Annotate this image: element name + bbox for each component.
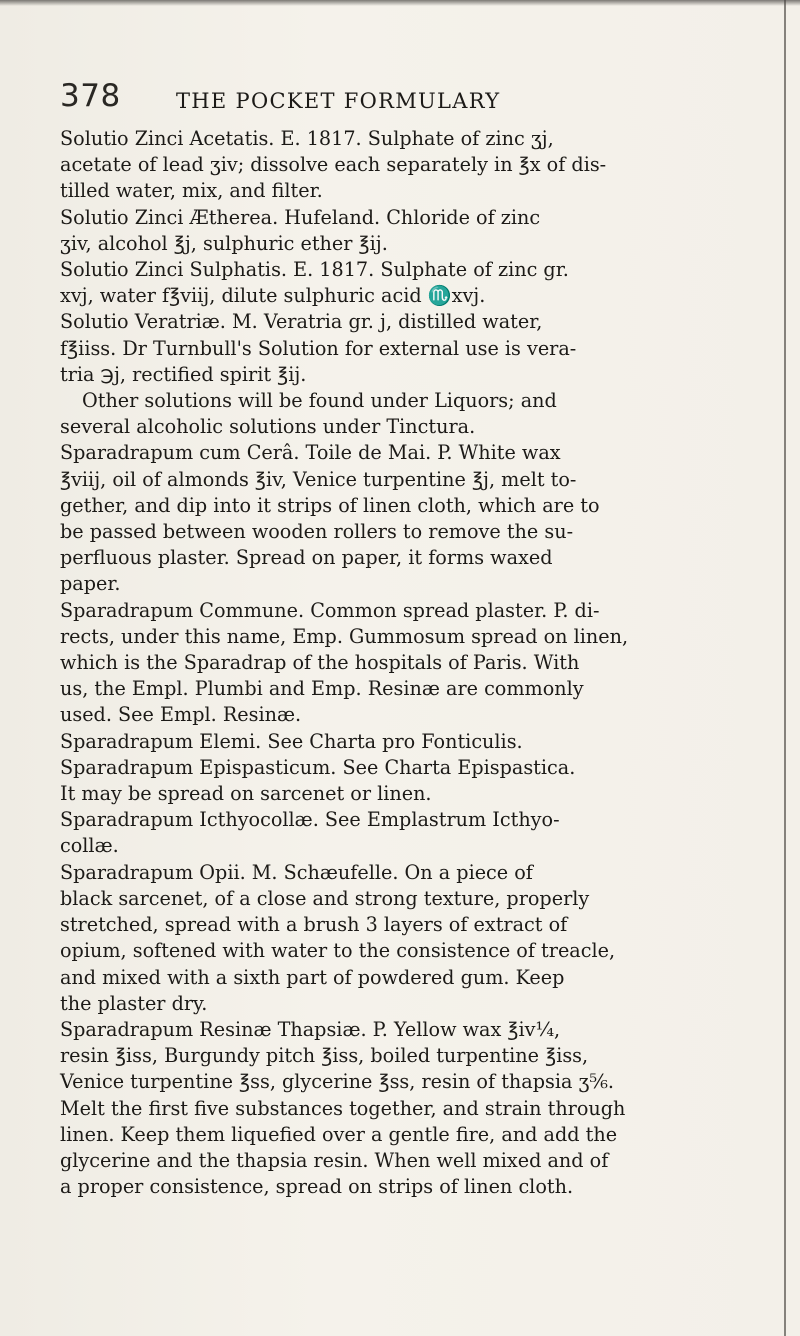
text-line: Sparadrapum Commune. Common spread plaster. P. di- xyxy=(60,598,600,622)
text-line: ℥viij, oil of almonds ℥iv, Venice turpentine ℥j, melt to- xyxy=(60,467,577,491)
text-line: tilled water, mix, and filter. xyxy=(60,179,323,203)
text-line: Solutio Zinci Ætherea. Hufeland. Chloride of zinc xyxy=(60,205,541,229)
text-line: Sparadrapum Icthyocollæ. See Emplastrum Icthyo- xyxy=(60,808,560,832)
page-header xyxy=(60,78,760,126)
text-line: stretched, spread with a brush 3 layers of extract of xyxy=(60,913,568,937)
text-line: xvj, water f℥viij, dilute sulphuric acid ♏xvj. xyxy=(60,284,486,308)
text-line: gether, and dip into it strips of linen cloth, which are to xyxy=(60,493,600,517)
text-line: Sparadrapum Opii. M. Schæufelle. On a piece of xyxy=(60,860,533,884)
text-line: a proper consistence, spread on strips of linen cloth. xyxy=(60,1175,574,1199)
text-line: Sparadrapum Epispasticum. See Charta Epispastica. xyxy=(60,755,576,779)
entry-sparadrapum-elemi xyxy=(60,729,760,755)
text-line: rects, under this name, Emp. Gummosum spread on linen, xyxy=(60,624,629,648)
text-line: the plaster dry. xyxy=(60,991,208,1015)
entry-sparadrapum-cum-cera xyxy=(60,440,760,597)
text-line: collæ. xyxy=(60,834,119,858)
text-line: Sparadrapum Elemi. See Charta pro Fonticulis. xyxy=(60,729,523,753)
text-line: Sparadrapum Resinæ Thapsiæ. P. Yellow wax ℥iv¼, xyxy=(60,1017,561,1041)
note-other-solutions xyxy=(60,388,760,440)
text-line: Other solutions will be found under Liquors; and xyxy=(82,389,557,413)
entry-sparadrapum-resinae-thapsiae xyxy=(60,1017,760,1200)
text-line: It may be spread on sarcenet or linen. xyxy=(60,782,432,806)
page-edge-line xyxy=(784,0,786,1336)
text-line: and mixed with a sixth part of powdered gum. Keep xyxy=(60,965,565,989)
text-line: resin ℥iss, Burgundy pitch ℥iss, boiled turpentine ℥iss, xyxy=(60,1044,589,1068)
entry-solutio-zinci-sulphatis xyxy=(60,257,760,309)
text-line: us, the Empl. Plumbi and Emp. Resinæ are commonly xyxy=(60,677,584,701)
text-line: ʒiv, alcohol ℥j, sulphuric ether ℥ij. xyxy=(60,231,388,255)
text-line: paper. xyxy=(60,572,121,596)
text-line: opium, softened with water to the consistence of treacle, xyxy=(60,939,616,963)
entry-sparadrapum-opii xyxy=(60,860,760,1017)
formulary-text xyxy=(60,126,760,1200)
entry-solutio-zinci-aetherea xyxy=(60,205,760,257)
page-number: 378 xyxy=(60,78,121,114)
text-line: perfluous plaster. Spread on paper, it forms waxed xyxy=(60,546,553,570)
text-line: f℥iiss. Dr Turnbull's Solution for external use is vera- xyxy=(60,336,577,360)
text-line: used. See Empl. Resinæ. xyxy=(60,703,302,727)
text-line: Melt the first five substances together, and strain through xyxy=(60,1096,626,1120)
text-line: several alcoholic solutions under Tinctura. xyxy=(60,415,476,439)
text-line: acetate of lead ʒiv; dissolve each separately in ℥x of dis- xyxy=(60,153,607,177)
text-line: glycerine and the thapsia resin. When well mixed and of xyxy=(60,1148,609,1172)
entry-sparadrapum-epispasticum xyxy=(60,755,760,807)
text-line: Solutio Zinci Acetatis. E. 1817. Sulphate of zinc ʒj, xyxy=(60,127,554,150)
text-line: Solutio Zinci Sulphatis. E. 1817. Sulphate of zinc gr. xyxy=(60,258,569,282)
entry-sparadrapum-commune xyxy=(60,598,760,729)
text-line: tria ℈j, rectified spirit ℥ij. xyxy=(60,362,307,386)
text-line: Sparadrapum cum Cerâ. Toile de Mai. P. White wax xyxy=(60,441,561,465)
page-top-shadow xyxy=(0,0,800,6)
entry-sparadrapum-icthyocollae xyxy=(60,807,760,859)
text-line: be passed between wooden rollers to remove the su- xyxy=(60,520,574,544)
entry-solutio-zinci-acetatis xyxy=(60,126,760,205)
entry-solutio-veratriae xyxy=(60,309,760,388)
running-head: THE POCKET FORMULARY xyxy=(176,89,501,113)
text-line: Venice turpentine ℥ss, glycerine ℥ss, resin of thapsia ʒ⅚. xyxy=(60,1070,615,1094)
text-line: black sarcenet, of a close and strong texture, properly xyxy=(60,886,590,910)
text-line: linen. Keep them liquefied over a gentle fire, and add the xyxy=(60,1122,618,1146)
text-line: Solutio Veratriæ. M. Veratria gr. j, distilled water, xyxy=(60,310,543,334)
text-line: which is the Sparadrap of the hospitals of Paris. With xyxy=(60,651,580,675)
